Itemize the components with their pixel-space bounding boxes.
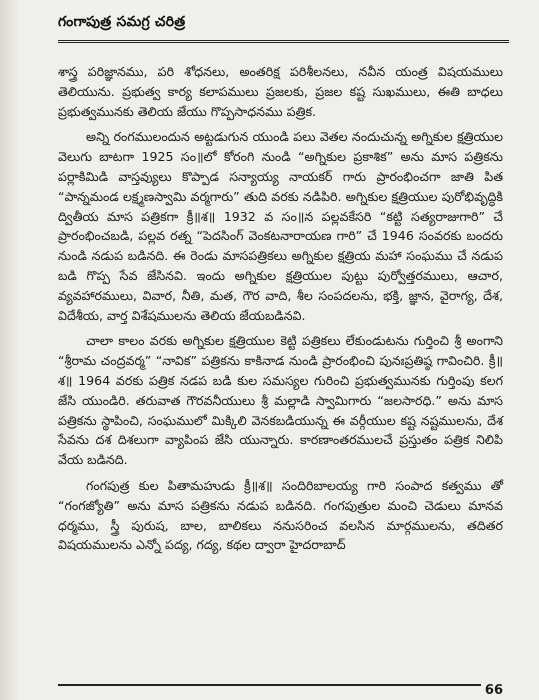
paragraph-4: గంగపుత్ర కుల పితామహుడు క్రీ॥శ॥ సందిరిబాలయ్య గారి సంపాద కత్వము తో “గంగజ్యోతి” అను మాస పత్రికను నడుప బడినది. గంగపుత్రుల మంచి చెడులు మానవ ధర్మము, స్త్రీ పురుష, బాల, బాలికలు ననుసరించ వలసిన మార్గములను, తదితర విషయములను ఎన్నో పద్య, గద్య, కథల ద్వారా హైదరాబాద్ xyxy=(58,477,503,553)
body-text xyxy=(58,62,503,561)
page-number: 66 xyxy=(481,683,503,698)
paragraph-3: చాలా కాలం వరకు అగ్నికుల క్షత్రియుల కెట్టి పత్రికలు లేకుండుటను గుర్తించి శ్రీ అంగాని “శ్రీరామ చంద్రవర్మ” “నావిక” పత్రికను కాకినాడ నుండి ప్రారంభించి పునఃప్రతిష్ఠ గావించిరి. క్రీ॥శ॥ 1964 వరకు పత్రిక నడప బడి కుల సమస్యల గురించి ప్రభుత్వమునకు గుర్తింపు కలగ జేసి యుండిరి. తరువాత గౌరవనీయులు శ్రీ మల్లాడి స్వామిగారు “జలసారధి.” అను మాస పత్రికను స్థాపించి, సంఘములో మిక్కిలి వెనకబడియున్న ఈ వర్గీయుల కష్ట నష్టములను, దేశ సేవను దశ దిశలుగా వ్యాపింప జేసి యున్నారు. కారణాంతరములచే ప్రస్తుతం పత్రిక నిలిపి వేయ బడినది. xyxy=(58,333,503,468)
header-rule xyxy=(58,40,509,43)
paragraph-2: అన్ని రంగములందున అట్టడుగున యుండి పలు వెతల నందుచున్న అగ్నికుల క్షత్రియుల వెలుగు బాటగా 1925 సం॥లో కోరంగి నుండి “అగ్నికుల ప్రకాశిక” అను మాస పత్రికను పర్లాకిమిడి వాస్తవ్యులు కొప్పాడ సన్యాయ్య నాయకర్ గారు ప్రారంభించగా జాతి పిత “పాన్నమండ లక్ష్మణస్వామి వర్మగారు” తుది వరకు నడిపిరి. అగ్నికుల క్షత్రియుల పురోభివృద్ధికి ద్వితీయ మాస పత్రికగా క్రీ॥శ॥ 1932 వ సం॥న పల్లవకేసరి “కట్టి సత్యరాజుగారి” చే ప్రారంభించబడి, పల్లవ రత్న “పెదసింగ్ వెంకటనారాయణ గారి” చే 1946 సంవరకు బందరు నుండి నడుప బడినది. ఈ రెండు మాసపత్రికలు అగ్నికుల క్షత్రియ మహా సంఘము చే నడుప బడి గొప్ప సేవ జేసినవి. ఇందు అగ్నికుల క్షత్రియుల పుట్టు పుర్వోత్తరములు, ఆచార, వ్యవహారములు, వివార, నీతి, మత, గౌర వాది, శీల సంపదలను, భక్తి, జ్ఞాన, వైరాగ్య, దేశ, విదేశీయ, వార్త విశేషములను తెలియ జేయబడినవి. xyxy=(58,129,503,323)
footer-rule xyxy=(58,684,499,686)
running-title: గంగాపుత్ర సమగ్ర చరిత్ర xyxy=(58,14,186,30)
paragraph-1: శాస్త్ర పరిజ్ఞానము, పరి శోధనలు, అంతరిక్ష పరిశీలనలు, నవీన యంత్ర విషయములు తెలియును. ప్రభుత్వ కార్య కలాపములు ప్రజలకు, ప్రజల కష్ట సుఖములు, ఈతి బాధలు ప్రభుత్వమునకు తెలియ జేయు గొప్పసాధనము పత్రిక. xyxy=(58,64,503,119)
